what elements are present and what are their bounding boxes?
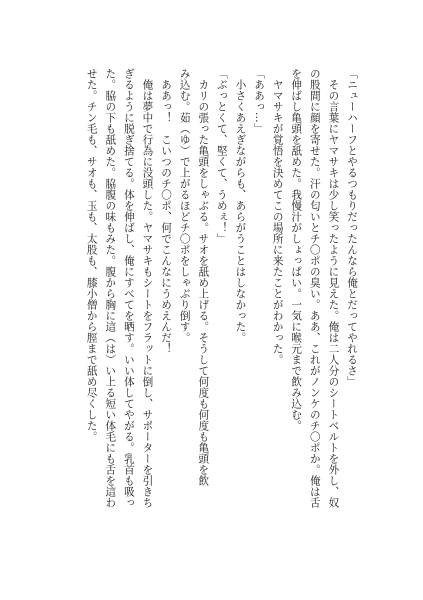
text-line: カリの張った亀頭をしゃぶる。サオを舐め上げる。そうして何度も何度も亀頭を飲 xyxy=(197,68,210,486)
text-line: 小さくあえぎながらも、あらがうことはしなかった。 xyxy=(234,68,247,343)
text-line: 「ニューハーフとやるつもりだったんなら俺とだってやれるさ」 xyxy=(346,68,358,387)
text-line: の股間に顔を寄せた。汗の匂いとチ〇ポの臭い。ああ、これがノンケのチ〇ポか。俺は舌 xyxy=(308,68,321,508)
text-line: み込む。茹（ゆ）で上がるほどチ〇ポをしゃぶり倒す。 xyxy=(178,68,191,343)
text-line: 「ああっ…」 xyxy=(253,68,266,134)
text-line: ああっ！ こいつのチ〇ポ、何でこんなにうめえんだ！ xyxy=(160,68,173,354)
text-line: その言葉にヤマサキは少し笑ったように見えた。俺は二人分のシートベルトを外し、奴 xyxy=(327,68,340,508)
text-line: ヤマサキが覚悟を決めてこの場所に来たことがわかった。 xyxy=(271,68,284,365)
vertical-text-body xyxy=(82,68,361,538)
text-line: せた。チン毛も、サオも、玉も、太股も、膝小僧から脛まで舐め尽くした。 xyxy=(85,68,98,442)
text-line: 俺は夢中で行為に没頭した。ヤマサキもシートをフラットに倒し、サポーターを引きち xyxy=(141,68,154,508)
text-line: た。脇の下も舐めた。脇腹の味もみた。腹から胸に這（は）い上る短い体毛にも舌を這わ xyxy=(104,68,117,508)
text-line: ぎるように脱ぎ捨てる。体を伸ばし、俺にすべてを晒す。いい体してやがる。乳首も吸っ xyxy=(122,68,135,508)
text-line: 「ぶっとくて、堅くて、うめぇ！」 xyxy=(215,68,228,244)
text-line: を伸ばし亀頭を舐めた。我慢汁がしょっぱい。一気に喉元まで飲み込む。 xyxy=(290,68,303,431)
